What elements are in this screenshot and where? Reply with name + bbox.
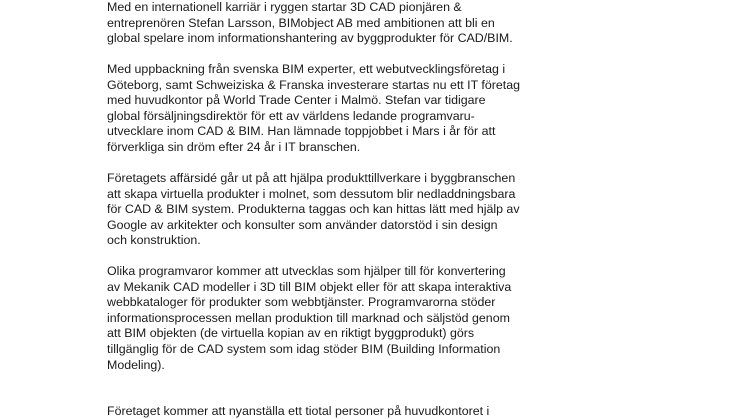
text-line: utvecklare inom CAD & BIM. Han lämnade toppjobbet i Mars i år för att [107,124,496,139]
text-line: Med en internationell karriär i ryggen startar 3D CAD pionjären & [107,0,462,14]
text-line: av Mekanik CAD modeller i 3D till BIM objekt eller för att skapa interaktiva [107,279,512,294]
paragraph-software [107,264,627,373]
text-line: Företaget kommer att nyanställa ett tiotal personer på huvudkontoret i [107,404,490,418]
text-line: att BIM objekten (de virtuella kopian av en riktigt byggprodukt) görs [107,326,475,341]
text-line: med huvudkontor på World Trade Center i Malmö. Stefan var tidigare [107,93,486,108]
text-line: entreprenören Stefan Larsson, BIMobject AB med ambitionen att bli en [107,15,495,30]
text-line: förverkliga sin dröm efter 24 år i IT branschen. [107,139,361,154]
paragraph-hiring [107,404,627,419]
paragraph-business-idea [107,171,627,249]
text-line: för CAD & BIM system. Produkterna taggas och kan hittas lätt med hjälp av [107,202,520,217]
text-line: webbkataloger för produkter som webbtjänster. Programvarorna stöder [107,295,496,310]
text-line: Med uppbackning från svenska BIM experter, ett webutvecklingsföretag i [107,62,506,76]
text-line: global spelare inom informationshantering av byggprodukter för CAD/BIM. [107,31,513,46]
text-line: och konstruktion. [107,233,201,248]
text-line: Företagets affärsidé går ut på att hjälpa produkttillverkare i byggbranschen [107,171,516,185]
text-line: att skapa virtuella produkter i molnet, som dessutom blir nedladdningsbara [107,186,516,201]
text-line: global försäljningsdirektör för ett av världens ledande programvaru- [107,108,475,123]
text-line: Göteborg, samt Schweiziska & Franska investerare startas nu ett IT företag [107,77,520,92]
paragraph-background [107,62,627,156]
text-line: Google av arkitekter och konsulter som använder datorstöd i sin design [107,217,498,232]
text-line: Olika programvaror kommer att utvecklas som hjälper till för konvertering [107,264,506,278]
text-line: Modeling). [107,357,165,372]
paragraph-intro [107,0,627,47]
text-line: informationsprocessen mellan produktion till marknad och säljstöd genom [107,310,510,325]
text-line: tillgänglig för de CAD system som idag stöder BIM (Building Information [107,341,501,356]
